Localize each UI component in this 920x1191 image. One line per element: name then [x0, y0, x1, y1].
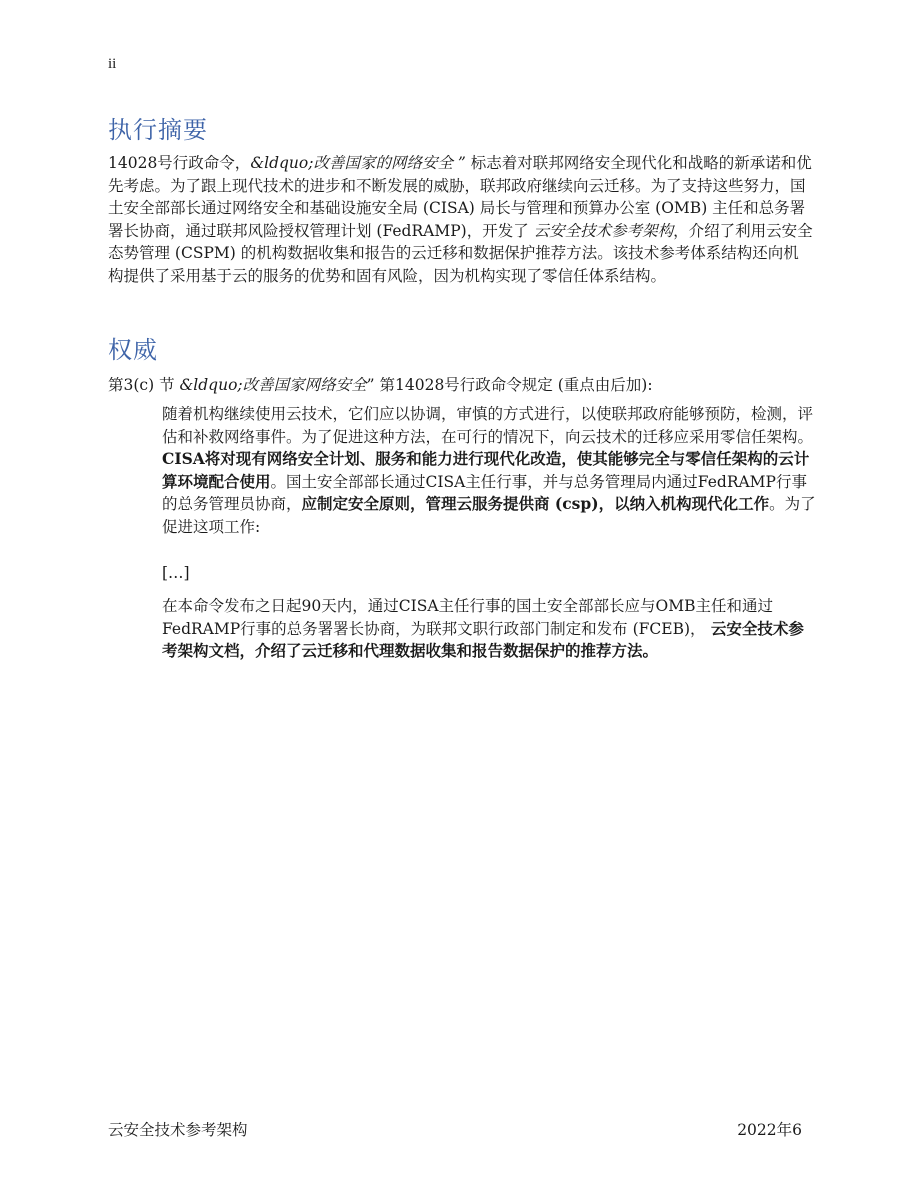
quote-1-text-1: 随着机构继续使用云技术，它们应以协调，审慎的方式进行，以使联邦政府能够预防，检测，评估和补救网络事件。为了促进这种方法，在可行的情况下，向云技术的迁移应采用零信任架构。 — [162, 405, 814, 446]
summary-text-1: 14028号行政命令， — [108, 154, 251, 172]
summary-text-3: ，介绍了利用云安全态势管理 (CSPM) 的机构数据收集和报告的云迁移和数据保护推荐方法。该技术参考体系结构还向机构提供了采用基于云的服务的优势和固有风险，因为机构实现了零信任体系结构。 — [108, 221, 813, 285]
quote-2-bold: 云安全技术参考架构文档，介绍了云迁移和代理数据收集和报告数据保护的推荐方法。 — [162, 618, 804, 661]
authority-heading: 权威 — [108, 336, 158, 364]
page-number: ii — [108, 56, 117, 72]
quote-1-text-3: 。为了促进这项工作: — [162, 495, 816, 536]
footer-document-title: 云安全技术参考架构 — [108, 1121, 248, 1139]
footer-date: 2022年6 — [737, 1121, 802, 1139]
authority-intro-italic: &ldquo;改善国家网络安全 — [179, 376, 367, 394]
executive-summary-heading: 执行摘要 — [108, 116, 208, 144]
quote-ellipsis: […] — [162, 564, 190, 582]
quote-1-bold-1: CISA将对现有网络安全计划、服务和能力进行现代化改造，使其能够完全与零信任架构的云计算环境配合使用 — [162, 449, 810, 491]
summary-italic-title-1: &ldquo;改善国家的网络安全 ” — [250, 154, 466, 172]
authority-quote-1 — [162, 403, 817, 539]
summary-italic-title-2: 云安全技术参考架构 — [533, 221, 674, 240]
authority-intro — [108, 374, 813, 397]
summary-text-2: 标志着对联邦网络安全现代化和战略的新承诺和优先考虑。为了跟上现代技术的进步和不断发展的威胁，联邦政府继续向云迁移。为了支持这些努力，国土安全部部长通过网络安全和基础设施安全局 (CISA) 局长与管理和预算办公室 (OMB) 主任和总务署署长协商，通过联邦风险授权管理计划 (FedRAMP)，开发了 — [108, 154, 812, 240]
authority-intro-text-2: ” 第14028号行政命令规定 (重点由后加): — [366, 376, 653, 394]
quote-1-text-2: 。国土安全部部长通过CISA主任行事，并与总务管理局内通过FedRAMP行事的总务管理员协商， — [162, 472, 807, 514]
authority-intro-text-1: 第3(c) 节 — [108, 376, 180, 394]
executive-summary-paragraph — [108, 152, 813, 288]
quote-2-text: 在本命令发布之日起90天内，通过CISA主任行事的国土安全部部长应与OMB主任和通过FedRAMP行事的总务署署长协商，为联邦文职行政部门制定和发布 (FCEB)， — [162, 597, 773, 638]
quote-1-bold-2: 应制定安全原则，管理云服务提供商 (csp)，以纳入机构现代化工作 — [301, 494, 770, 514]
authority-quote-2 — [162, 595, 817, 663]
